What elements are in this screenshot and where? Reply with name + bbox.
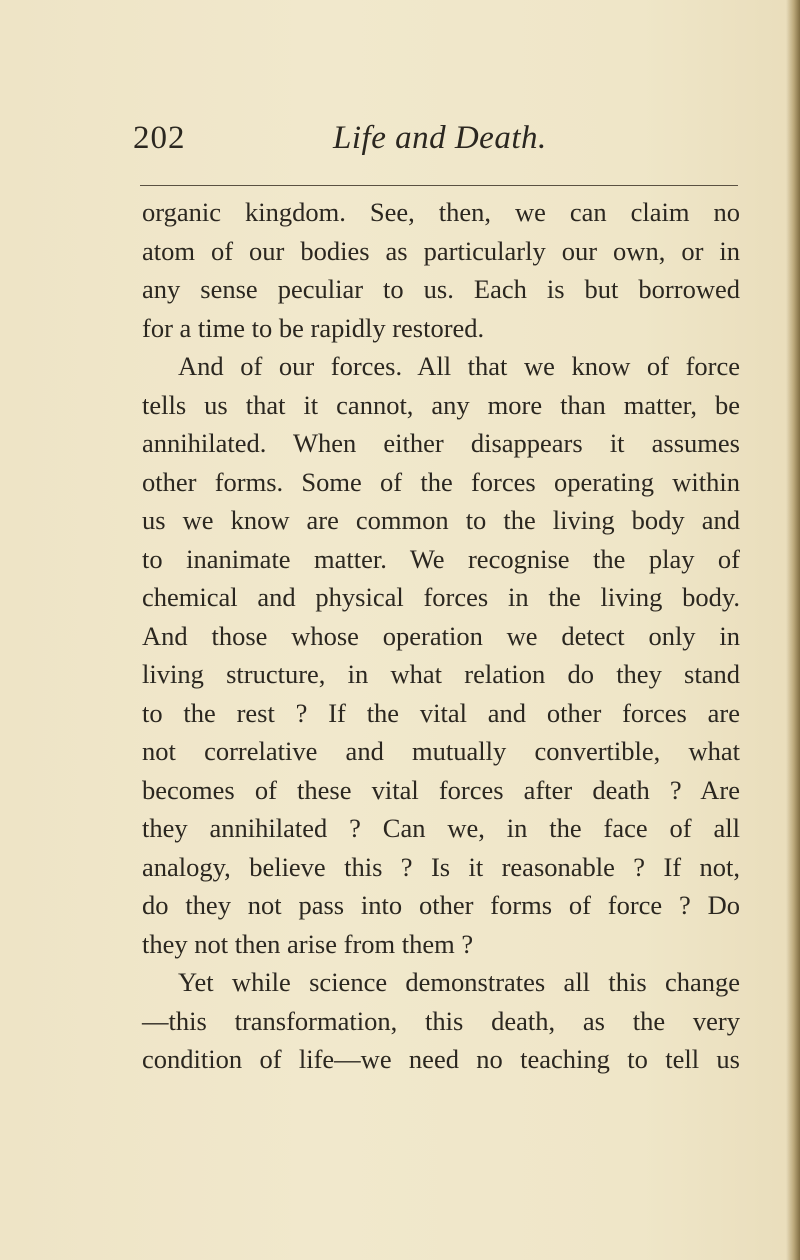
text-line: not correlative and mutually convertible, what <box>142 736 740 766</box>
text-line: living structure, in what relation do they stand <box>142 659 740 689</box>
page-edge-shadow <box>786 0 800 1260</box>
text-line: they annihilated ? Can we, in the face of all <box>142 813 740 843</box>
text-line: to the rest ? If the vital and other forces are <box>142 697 740 728</box>
text-line: analogy, believe this ? Is it reasonable ? If not, <box>142 851 740 882</box>
text-line: —this transformation, this death, as the very <box>142 1005 740 1036</box>
running-head <box>133 120 737 164</box>
text-line: us we know are common to the living body and <box>142 505 740 535</box>
text-line: atom of our bodies as particularly our own, or in <box>142 235 740 266</box>
text-line: any sense peculiar to us. Each is but borrowed <box>142 274 740 304</box>
text-line: condition of life—we need no teaching to tell us <box>142 1044 740 1074</box>
text-line: And those whose operation we detect only in <box>142 620 740 651</box>
text-line: for a time to be rapidly restored. <box>142 312 485 343</box>
page-number: 202 <box>133 120 186 156</box>
text-line: organic kingdom. See, then, we can claim no <box>142 197 740 227</box>
body-text <box>142 193 740 1079</box>
text-line: chemical and physical forces in the living body. <box>142 582 740 612</box>
text-line: annihilated. When either disappears it assumes <box>142 428 740 458</box>
header-rule <box>140 185 738 186</box>
text-line: And of our forces. All that we know of force <box>178 351 740 381</box>
text-line: to inanimate matter. We recognise the play of <box>142 543 740 574</box>
text-line: other forms. Some of the forces operating within <box>142 466 740 497</box>
text-line: do they not pass into other forms of force ? Do <box>142 890 740 920</box>
running-title: Life and Death. <box>333 120 547 156</box>
text-line: tells us that it cannot, any more than matter, be <box>142 389 740 420</box>
text-line: they not then arise from them ? <box>142 928 474 959</box>
text-line: Yet while science demonstrates all this change <box>178 967 740 997</box>
text-line: becomes of these vital forces after death ? Are <box>142 774 740 805</box>
